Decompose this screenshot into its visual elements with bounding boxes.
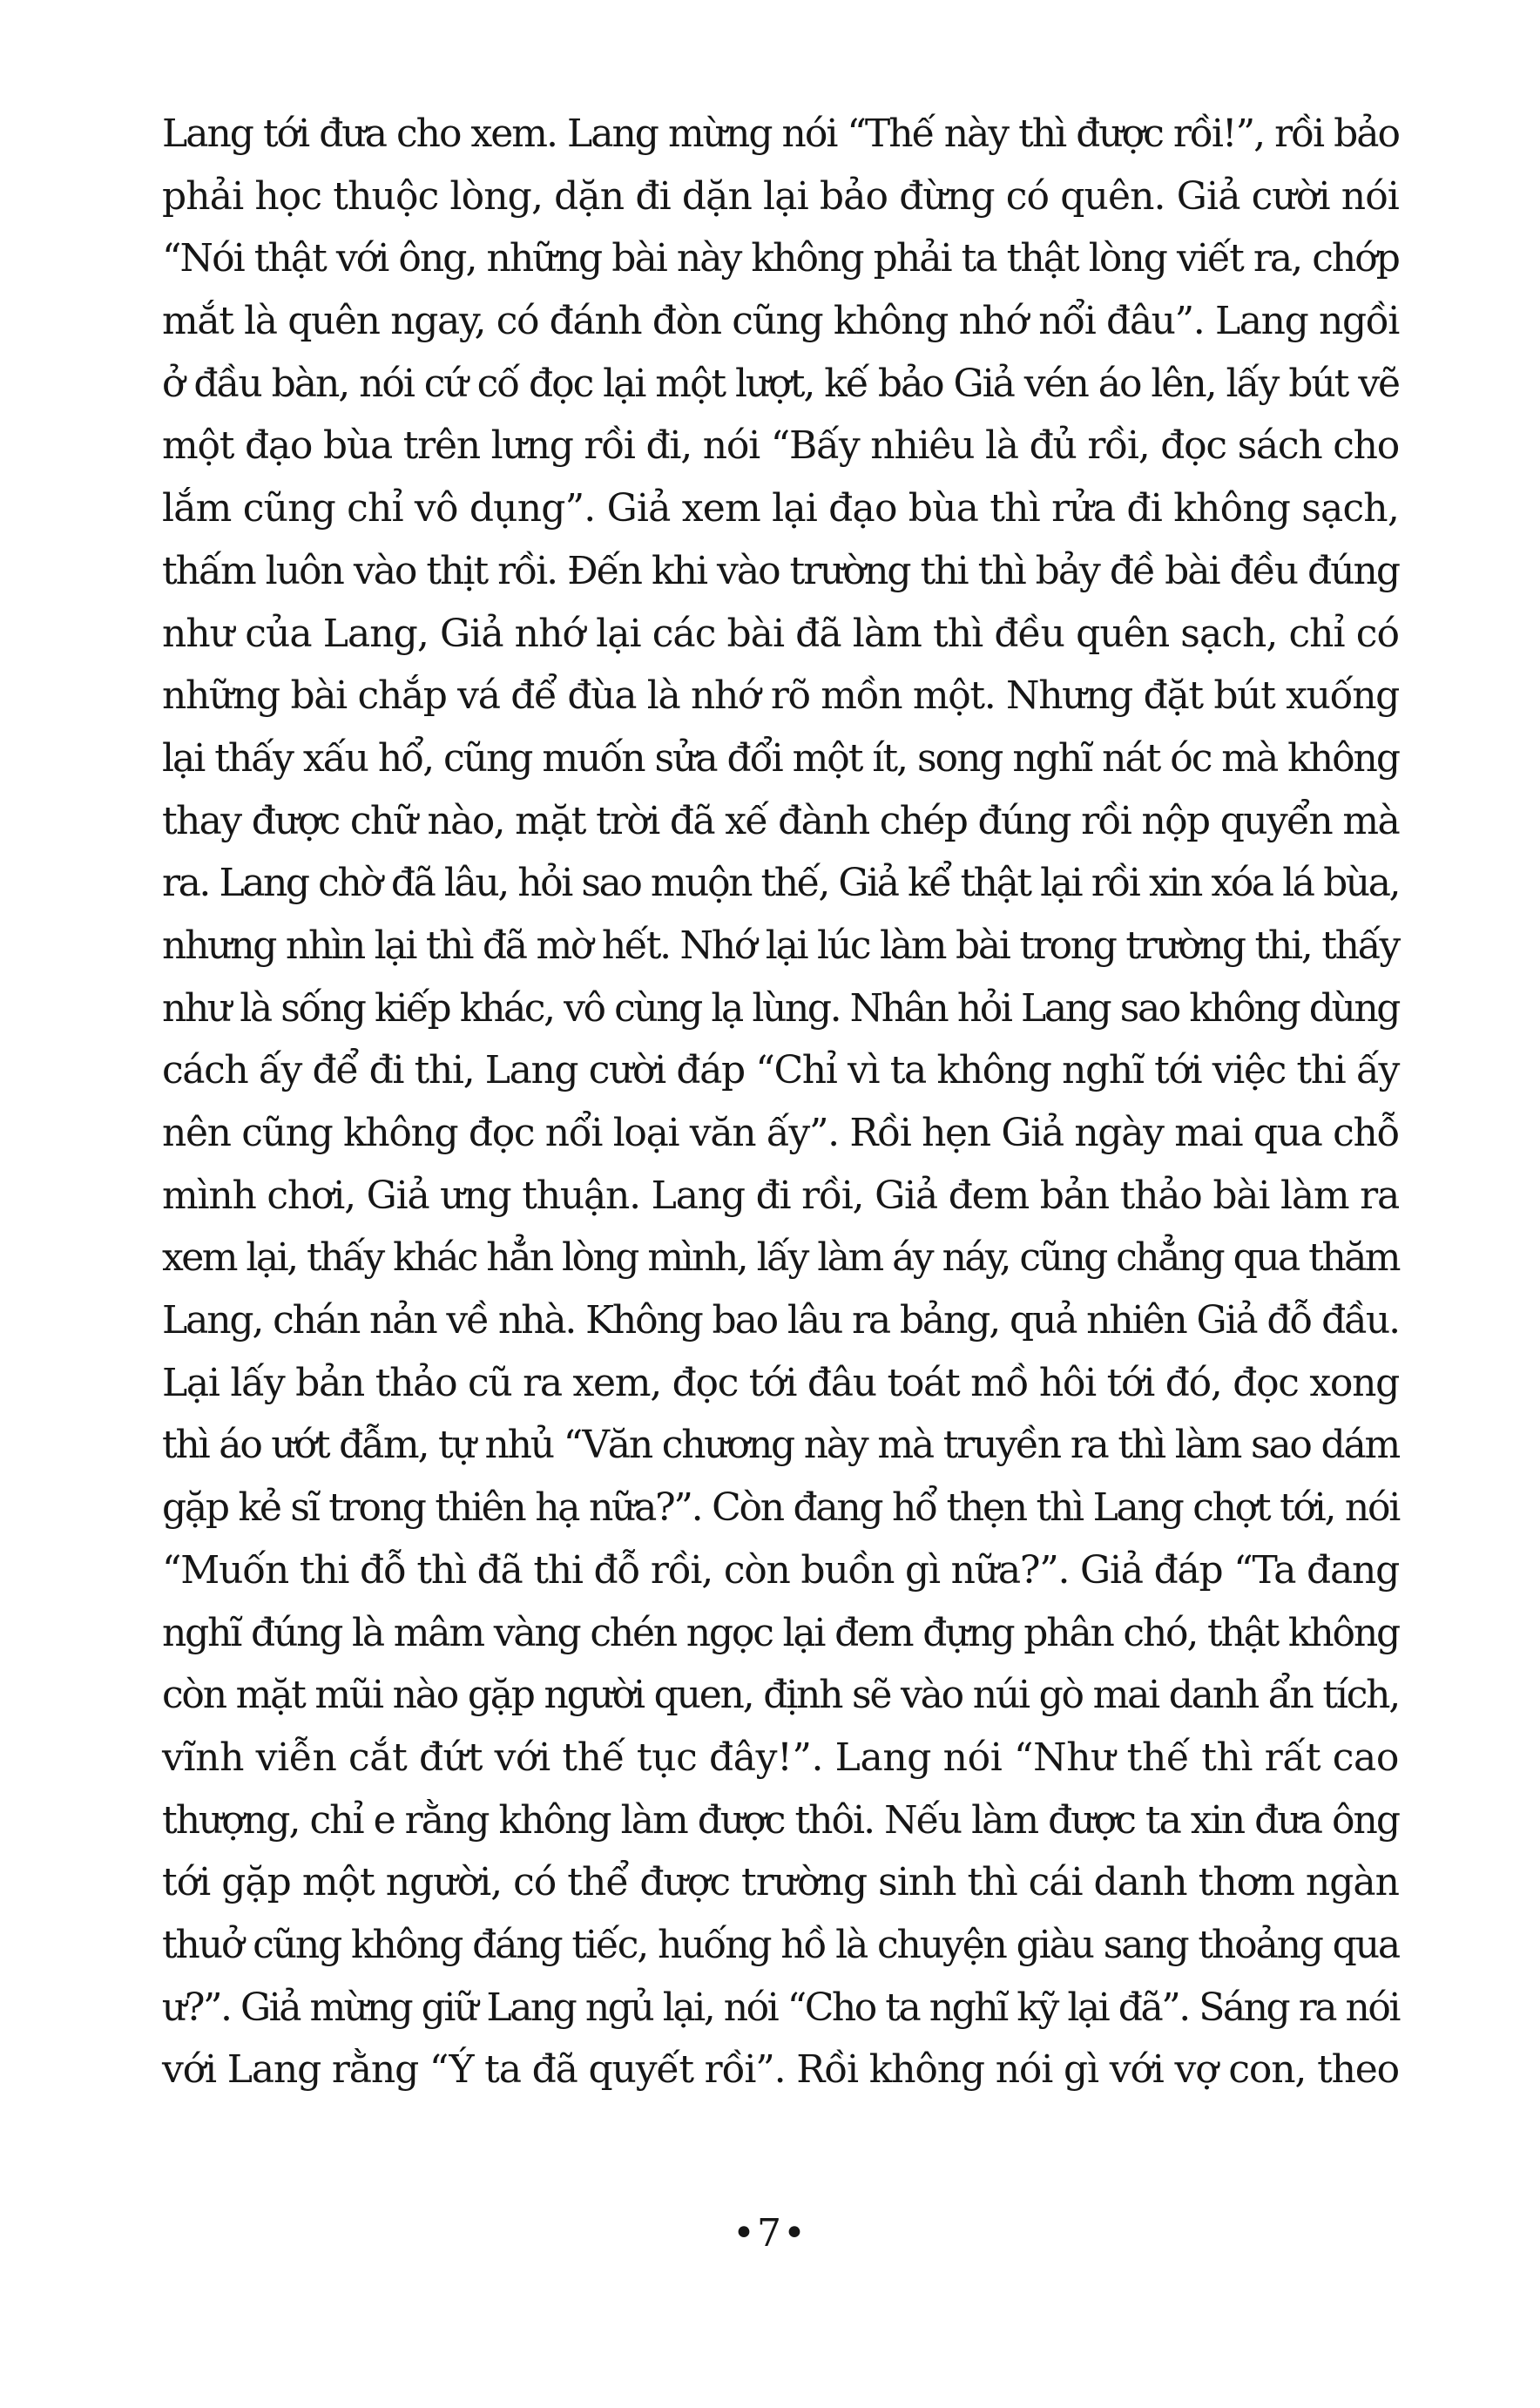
text-line: Lang tới đưa cho xem. Lang mừng nói “Thế này thì được rồi!”, rồi bảo [162, 112, 1399, 156]
text-line: ư?”. Giả mừng giữ Lang ngủ lại, nói “Cho ta nghĩ kỹ lại đã”. Sáng ra nói [162, 1985, 1399, 2030]
text-line: phải học thuộc lòng, dặn đi dặn lại bảo đừng có quên. Giả cười nói [162, 173, 1399, 219]
text-line: thay được chữ nào, mặt trời đã xế đành chép đúng rồi nộp quyển mà [162, 798, 1399, 843]
text-line: một đạo bùa trên lưng rồi đi, nói “Bấy nhiêu là đủ rồi, đọc sách cho [162, 423, 1399, 469]
text-line: thuở cũng không đáng tiếc, huống hồ là chuyện giàu sang thoảng qua [162, 1922, 1399, 1967]
text-line: nghĩ đúng là mâm vàng chén ngọc lại đem đựng phân chó, thật không [162, 1610, 1399, 1655]
page-number: •7• [733, 2211, 807, 2256]
text-line: tới gặp một người, có thể được trường sinh thì cái danh thơm ngàn [162, 1860, 1399, 1905]
text-line: ở đầu bàn, nói cứ cố đọc lại một lượt, kế bảo Giả vén áo lên, lấy bút vẽ [162, 361, 1400, 406]
text-line: như của Lang, Giả nhớ lại các bài đã làm thì đều quên sạch, chỉ có [162, 611, 1399, 656]
text-line: như là sống kiếp khác, vô cùng lạ lùng. Nhân hỏi Lang sao không dùng [162, 985, 1399, 1031]
text-line: nên cũng không đọc nổi loại văn ấy”. Rồi hẹn Giả ngày mai qua chỗ [162, 1111, 1400, 1155]
text-line: Lang, chán nản về nhà. Không bao lâu ra bảng, quả nhiên Giả đỗ đầu. [162, 1298, 1399, 1343]
text-line: Lại lấy bản thảo cũ ra xem, đọc tới đâu toát mồ hôi tới đó, đọc xong [162, 1360, 1400, 1405]
text-line: lại thấy xấu hổ, cũng muốn sửa đổi một ít, song nghĩ nát óc mà không [162, 735, 1399, 781]
text-line: nhưng nhìn lại thì đã mờ hết. Nhớ lại lúc làm bài trong trường thi, thấy [162, 923, 1399, 968]
text-line: những bài chắp vá để đùa là nhớ rõ mồn một. Nhưng đặt bút xuống [162, 673, 1400, 719]
text-line: thượng, chỉ e rằng không làm được thôi. Nếu làm được ta xin đưa ông [162, 1797, 1400, 1843]
text-line: “Nói thật với ông, những bài này không phải ta thật lòng viết ra, chớp [162, 236, 1399, 281]
text-line: lắm cũng chỉ vô dụng”. Giả xem lại đạo bùa thì rửa đi không sạch, [162, 486, 1399, 531]
text-line: gặp kẻ sĩ trong thiên hạ nữa?”. Còn đang hổ thẹn thì Lang chợt tới, nói [162, 1485, 1400, 1531]
text-line: vĩnh viễn cắt đứt với thế tục đây!”. Lang nói “Như thế thì rất cao [162, 1735, 1399, 1780]
text-line: xem lại, thấy khác hẳn lòng mình, lấy làm áy náy, cũng chẳng qua thăm [162, 1235, 1399, 1281]
text-line: thì áo ướt đẫm, tự nhủ “Văn chương này mà truyền ra thì làm sao dám [162, 1423, 1400, 1468]
text-line: với Lang rằng “Ý ta đã quyết rồi”. Rồi không nói gì với vợ con, theo [162, 2047, 1399, 2093]
text-line: còn mặt mũi nào gặp người quen, định sẽ vào núi gò mai danh ẩn tích, [162, 1673, 1400, 1718]
text-line: thấm luôn vào thịt rồi. Đến khi vào trường thi thì bảy đề bài đều đúng [162, 548, 1400, 593]
text-line: “Muốn thi đỗ thì đã thi đỗ rồi, còn buồn gì nữa?”. Giả đáp “Ta đang [162, 1547, 1400, 1593]
text-line: mắt là quên ngay, có đánh đòn cũng không nhớ nổi đâu”. Lang ngồi [162, 299, 1399, 344]
text-line: cách ấy để đi thi, Lang cười đáp “Chỉ vì ta không nghĩ tới việc thi ấy [162, 1048, 1400, 1093]
text-line: ra. Lang chờ đã lâu, hỏi sao muộn thế, Giả kể thật lại rồi xin xóa lá bùa, [162, 861, 1400, 906]
text-line: mình chơi, Giả ưng thuận. Lang đi rồi, Giả đem bản thảo bài làm ra [162, 1173, 1399, 1218]
body-text [162, 103, 1399, 2101]
